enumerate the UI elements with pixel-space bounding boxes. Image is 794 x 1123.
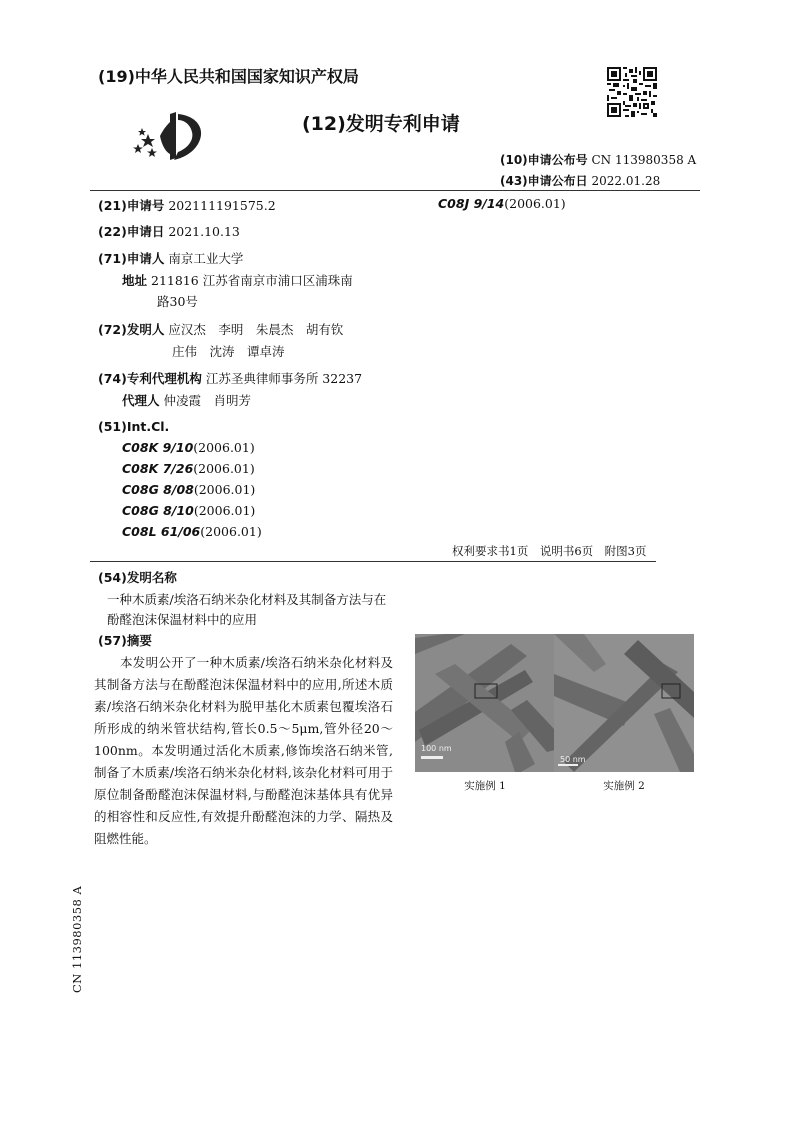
classification-code: C08K 9/10 bbox=[122, 440, 194, 455]
qr-code-icon bbox=[607, 67, 657, 117]
biblio-divider bbox=[90, 561, 656, 562]
inventors-line-2: 庄伟 沈涛 谭卓涛 bbox=[172, 344, 285, 359]
patent-agent-label: 代理人 bbox=[122, 393, 160, 408]
classification-code: C08G 8/08 bbox=[122, 482, 194, 497]
classification-version: (2006.01) bbox=[193, 482, 256, 497]
address bbox=[122, 271, 353, 289]
classification-2 bbox=[122, 482, 255, 497]
application-date-label: (22)申请日 bbox=[98, 224, 165, 239]
address-line-1: 211816 江苏省南京市浦口区浦珠南 bbox=[151, 273, 353, 288]
abstract-text: 本发明公开了一种木质素/埃洛石纳米杂化材料及其制备方法与在酚醛泡沫保温材料中的应用,所述木质素/埃洛石纳米杂化材料为脱甲基化木质素包覆埃洛石所形成的纳米管状结构,管长0.5～5μm,管外径20～100nm。本发明通过活化木质素,修饰埃洛石纳米管,制备了木质素/埃洛石纳米杂化材料,该杂化材料可用于原位制备酚醛泡沫保温材料,与酚醛泡沫基体具有优异的相容性和反应性,有效提升酚醛泡沫的力学、隔热及阻燃性能。 bbox=[94, 655, 393, 846]
classification-version: (2006.01) bbox=[193, 461, 255, 476]
figure-caption-1: 实施例 1 bbox=[464, 780, 506, 792]
right-classification-version: (2006.01) bbox=[504, 196, 566, 211]
patent-agency-label: (74)专利代理机构 bbox=[98, 371, 202, 386]
right-classification-code: C08J 9/14 bbox=[438, 196, 505, 211]
int-cl-label-text: (51)Int.Cl. bbox=[98, 419, 170, 434]
classification-version: (2006.01) bbox=[193, 503, 256, 518]
header-divider bbox=[90, 190, 700, 191]
title-label bbox=[98, 568, 177, 586]
publication-number bbox=[500, 151, 696, 168]
pages-summary: 权利要求书1页 说明书6页 附图3页 bbox=[452, 544, 647, 558]
patent-agent bbox=[122, 391, 251, 409]
classification-code: C08K 7/26 bbox=[122, 461, 194, 476]
application-number bbox=[98, 196, 276, 214]
issuing-office: (19)中华人民共和国国家知识产权局 bbox=[98, 67, 359, 86]
inventors-line-1: 应汉杰 李明 朱晨杰 胡有钦 bbox=[168, 322, 344, 337]
abstract-label-text: (57)摘要 bbox=[98, 633, 152, 648]
publication-number-label: (10)申请公布号 bbox=[500, 153, 588, 167]
address-label: 地址 bbox=[122, 273, 148, 288]
classification-version: (2006.01) bbox=[193, 440, 255, 455]
publication-number-value: CN 113980358 A bbox=[591, 153, 697, 167]
document-type: (12)发明专利申请 bbox=[302, 113, 460, 135]
cnipa-logo bbox=[130, 106, 212, 166]
classification-code: C08L 61/06 bbox=[122, 524, 201, 539]
right-classification bbox=[438, 196, 566, 211]
int-cl-label bbox=[98, 419, 169, 434]
applicant bbox=[98, 249, 243, 267]
publication-date-label: (43)申请公布日 bbox=[500, 174, 588, 188]
patent-agency-value: 江苏圣典律师事务所 32237 bbox=[205, 371, 363, 386]
scale-bar-label-1: 100 nm bbox=[421, 744, 452, 753]
applicant-label: (71)申请人 bbox=[98, 251, 165, 266]
address-line-2: 路30号 bbox=[157, 294, 198, 309]
side-publication-number: CN 113980358 A bbox=[70, 885, 84, 993]
classification-4 bbox=[122, 524, 262, 539]
patent-agent-value: 仲凌霞 肖明芳 bbox=[163, 393, 252, 408]
classification-3 bbox=[122, 503, 255, 518]
publication-date bbox=[500, 172, 660, 189]
scale-bar-label-2: 50 nm bbox=[560, 755, 586, 764]
application-number-value: 202111191575.2 bbox=[168, 198, 276, 213]
title-label-text: (54)发明名称 bbox=[98, 570, 177, 585]
classification-1 bbox=[122, 461, 255, 476]
application-date-value: 2021.10.13 bbox=[168, 224, 240, 239]
application-number-label: (21)申请号 bbox=[98, 198, 165, 213]
figure-caption-2: 实施例 2 bbox=[603, 780, 645, 792]
inventors bbox=[98, 320, 343, 338]
tem-image-2 bbox=[554, 634, 694, 772]
applicant-value: 南京工业大学 bbox=[168, 251, 244, 266]
classification-version: (2006.01) bbox=[200, 524, 262, 539]
invention-title: 一种木质素/埃洛石纳米杂化材料及其制备方法与在酚醛泡沫保温材料中的应用 bbox=[107, 592, 387, 627]
inventors-label: (72)发明人 bbox=[98, 322, 165, 337]
classification-0 bbox=[122, 440, 255, 455]
application-date bbox=[98, 222, 240, 240]
tem-image-1 bbox=[415, 634, 555, 772]
classification-code: C08G 8/10 bbox=[122, 503, 194, 518]
publication-date-value: 2022.01.28 bbox=[591, 174, 661, 188]
abstract-label bbox=[98, 631, 152, 649]
patent-agency bbox=[98, 369, 362, 387]
